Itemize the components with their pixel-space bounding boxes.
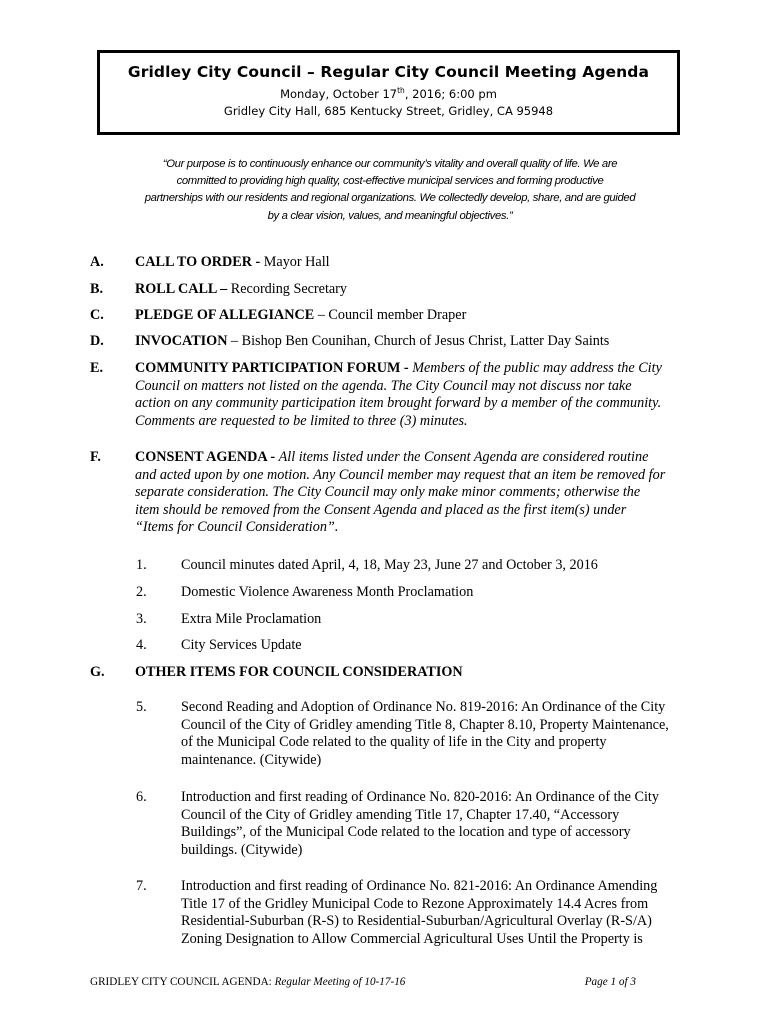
section-heading: CONSENT AGENDA - <box>135 449 279 465</box>
purpose-line: by a clear vision, values, and meaningful objectives.” <box>267 209 513 222</box>
section-text: Mayor Hall <box>263 254 330 270</box>
section-text: Recording Secretary <box>230 281 348 297</box>
section-text: – Council member Draper <box>317 307 467 323</box>
section-letter: D. <box>90 333 104 349</box>
item-number: 1. <box>136 557 147 573</box>
item-number: 3. <box>136 611 147 627</box>
item-text: Buildings”, of the Municipal Code related to the location and type of accessory <box>181 824 631 840</box>
section-letter: B. <box>90 281 104 297</box>
section-text: Members of the public may address the City <box>412 360 662 376</box>
item-text: Domestic Violence Awareness Month Proclamation <box>181 584 474 600</box>
item-number: 6. <box>136 789 147 805</box>
item-text: maintenance. (Citywide) <box>181 751 322 768</box>
section-text: Council on matters not listed on the agenda. The City Council may not discuss nor take <box>135 377 632 394</box>
item-number: 7. <box>136 878 147 894</box>
section-letter: A. <box>90 254 104 270</box>
item-text: Council minutes dated April, 4, 18, May 23, June 27 and October 3, 2016 <box>181 557 598 573</box>
item-text: Title 17 of the Gridley Municipal Code to Rezone Approximately 14.4 Acres from <box>181 895 649 912</box>
section-text: and acted upon by one motion. Any Council member may request that an item be removed for <box>135 466 666 483</box>
item-text: Residential-Suburban (R-S) to Residential-Suburban/Agricultural Overlay (R-S/A) <box>181 913 652 929</box>
section-heading: OTHER ITEMS FOR COUNCIL CONSIDERATION <box>135 664 463 680</box>
section-heading: ROLL CALL – <box>135 281 231 297</box>
item-text: Introduction and first reading of Ordinance No. 820-2016: An Ordinance of the City <box>181 789 659 805</box>
footer-meeting-date: Regular Meeting of 10-17-16 <box>274 976 406 988</box>
meeting-date <box>100 87 677 101</box>
item-text: buildings. (Citywide) <box>181 841 303 858</box>
section-heading: CALL TO ORDER - <box>135 254 264 270</box>
item-text: of the Municipal Code related to the quality of life in the City and property <box>181 734 607 750</box>
agenda-title: Gridley City Council – Regular City Council Meeting Agenda <box>127 63 650 81</box>
item-text: Second Reading and Adoption of Ordinance No. 819-2016: An Ordinance of the City <box>181 699 666 715</box>
section-heading: COMMUNITY PARTICIPATION FORUM - <box>135 360 413 376</box>
footer-agenda-title: GRIDLEY CITY COUNCIL AGENDA: <box>90 976 275 988</box>
item-text: City Services Update <box>181 637 302 653</box>
item-number: 4. <box>136 637 147 653</box>
footer-agenda-label <box>90 976 405 988</box>
agenda-header-box <box>97 50 680 135</box>
item-text: Extra Mile Proclamation <box>181 611 322 627</box>
meeting-location: Gridley City Hall, 685 Kentucky Street, Gridley, CA 95948 <box>223 104 554 118</box>
item-number: 5. <box>136 699 147 715</box>
item-text: Introduction and first reading of Ordinance No. 821-2016: An Ordinance Amending <box>181 878 658 894</box>
section-text: item should be removed from the Consent Agenda and placed as the first item(s) under <box>135 501 627 518</box>
section-letter: C. <box>90 307 104 323</box>
section-heading: INVOCATION <box>135 333 232 349</box>
item-text: Council of the City of Gridley amending Title 17, Chapter 17.40, “Accessory <box>181 806 620 823</box>
section-letter: G. <box>90 664 105 680</box>
section-text: separate consideration. The City Council may only make minor comments; otherwise the <box>135 484 641 500</box>
item-number: 2. <box>136 584 147 600</box>
purpose-line: partnerships with our residents and regional organizations. We collectedly develop, share, and are guided <box>144 192 636 205</box>
purpose-line: committed to providing high quality, cost-effective municipal services and forming productive <box>176 175 604 188</box>
purpose-line: “Our purpose is to continuously enhance our community’s vitality and overall quality of life. We are <box>162 158 618 170</box>
section-letter: E. <box>90 360 104 376</box>
item-text: Zoning Designation to Allow Commercial Agricultural Uses Until the Property is <box>181 930 643 947</box>
section-text: “Items for Council Consideration”. <box>135 519 339 535</box>
section-text: Comments are requested to be limited to three (3) minutes. <box>135 412 468 429</box>
meeting-date-ordinal: th <box>397 86 405 96</box>
section-text: – Bishop Ben Counihan, Church of Jesus Christ, Latter Day Saints <box>231 333 610 349</box>
section-heading: PLEDGE OF ALLEGIANCE <box>135 307 318 323</box>
section-text: All items listed under the Consent Agenda are considered routine <box>278 449 649 465</box>
meeting-date-suffix: , 2016; 6:00 pm <box>404 87 497 101</box>
purpose-statement <box>100 156 680 225</box>
page-number: Page 1 of 3 <box>584 976 636 988</box>
meeting-date-prefix: Monday, October 17 <box>280 87 398 101</box>
item-text: Council of the City of Gridley amending Title 8, Chapter 8.10, Property Maintenance, <box>181 716 669 733</box>
section-letter: F. <box>90 449 101 465</box>
section-text: action on any community participation item brought forward by a member of the community. <box>135 395 662 411</box>
